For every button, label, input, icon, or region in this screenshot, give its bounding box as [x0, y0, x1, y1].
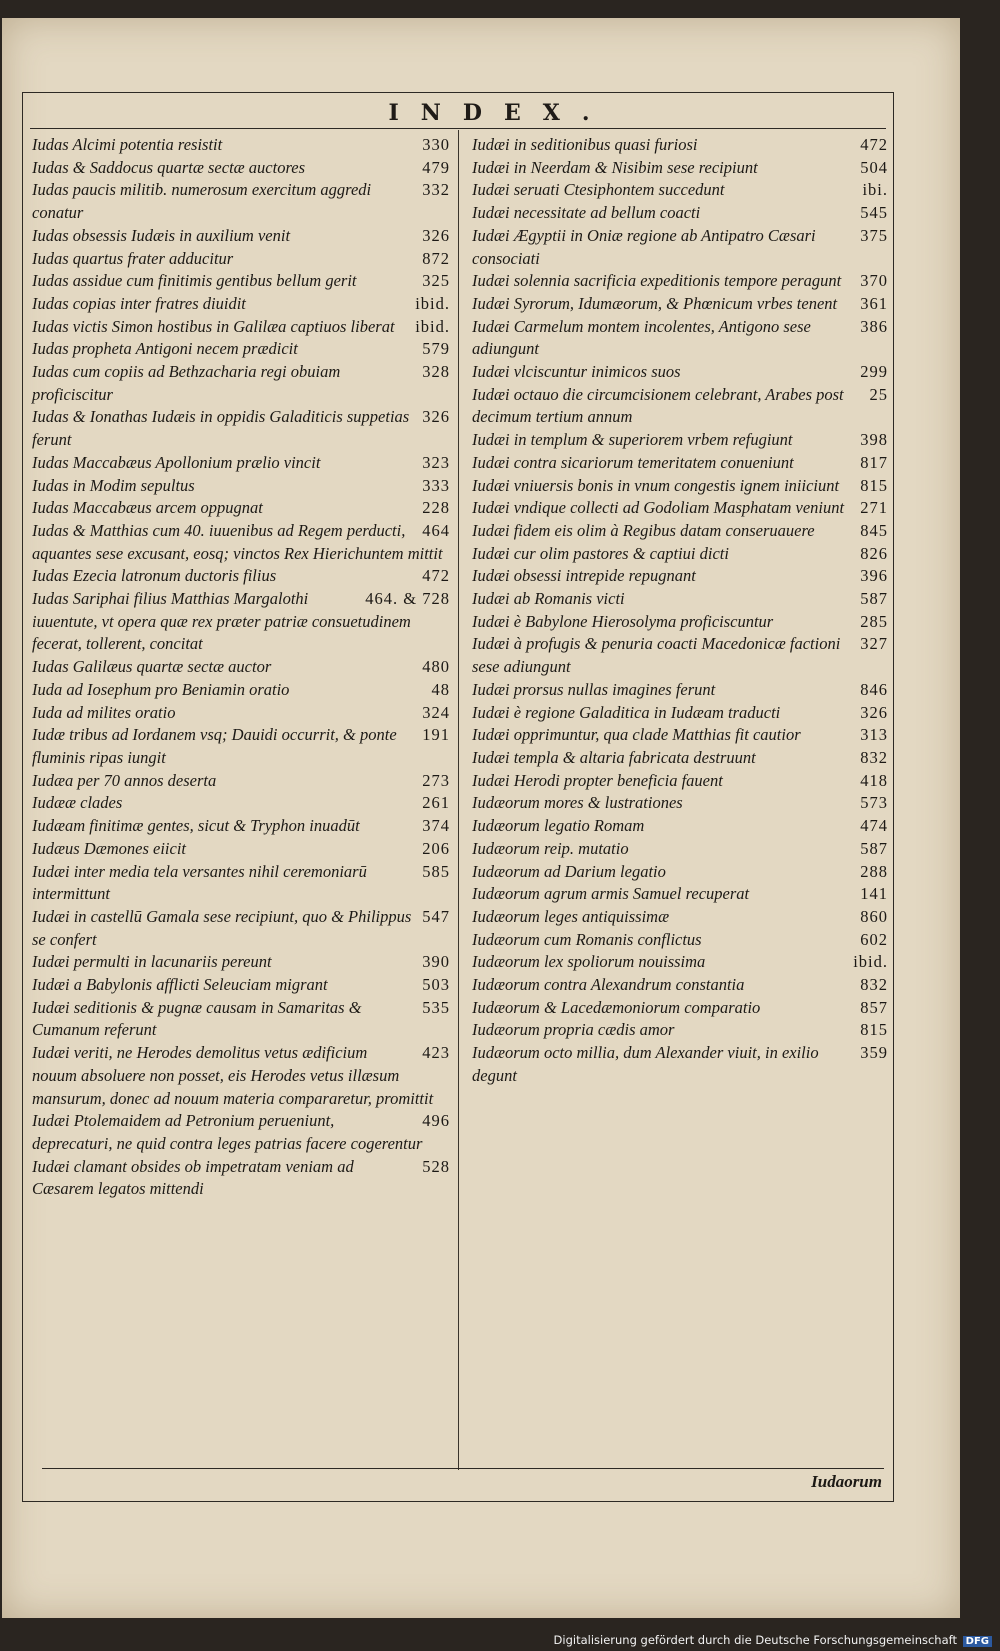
- index-entry: [472, 633, 888, 678]
- index-entry-text: Iudæi è regione Galaditica in Iudæam traducti: [472, 702, 781, 722]
- index-entry: [472, 815, 888, 838]
- index-entry-page: 860: [860, 906, 888, 926]
- index-entry: [32, 270, 450, 293]
- index-entry-page: 206: [422, 838, 450, 858]
- index-entry-text: Iudas quartus frater adducitur: [32, 248, 234, 268]
- index-entry: [472, 997, 888, 1020]
- index-entry: [32, 134, 450, 157]
- index-entry-page: 585: [422, 861, 450, 881]
- index-entry-text: Iuda ad milites oratio: [32, 702, 176, 722]
- index-entry-page: 872: [422, 248, 450, 268]
- index-entry: [32, 179, 450, 224]
- index-entry-page: 846: [860, 679, 888, 699]
- index-column-right: [472, 134, 888, 1088]
- index-entry-page: 326: [860, 702, 888, 722]
- index-entry-page: 374: [422, 816, 450, 836]
- index-entry-text: Iudæi octauo die circumcisionem celebrant, Arabes post decimum tertium annum: [472, 384, 844, 427]
- index-entry-text: Iudæorum cum Romanis conflictus: [472, 929, 702, 949]
- index-entry: [472, 724, 888, 747]
- index-entry-page: 602: [860, 929, 888, 949]
- index-entry-page: 817: [860, 452, 888, 472]
- index-entry-page: 333: [422, 475, 450, 495]
- index-entry-text: Iudæi fidem eis olim à Regibus datam conseruauere: [472, 520, 815, 540]
- index-entry-page: 496: [422, 1111, 450, 1131]
- index-entry: [32, 656, 450, 679]
- index-entry-page: 547: [422, 906, 450, 926]
- index-entry: [472, 747, 888, 770]
- index-entry-page: 313: [860, 725, 888, 745]
- index-entry: [472, 293, 888, 316]
- index-entry-page: 528: [422, 1156, 450, 1176]
- index-entry-page: 359: [860, 1043, 888, 1063]
- index-entry-page: 324: [422, 702, 450, 722]
- index-entry-text: Iudæi solennia sacrificia expeditionis tempore peragunt: [472, 271, 842, 291]
- index-entry: [32, 293, 450, 316]
- index-entry: [32, 475, 450, 498]
- index-entry: [472, 543, 888, 566]
- digitization-credit: [554, 1633, 992, 1647]
- index-entry-page: 271: [860, 498, 888, 518]
- index-entry-text: Iudas cum copiis ad Bethzacharia regi obuiam proficiscitur: [32, 362, 341, 404]
- index-entry-text: Iudæi veriti, ne Herodes demolitus vetus ædificium nouum absoluere non posset, eis Herodes vetus illæsum mansurum, donec ad nouum materia compararetur, promittit: [32, 1043, 434, 1108]
- index-entry-text: Iudæi seruati Ctesiphontem succedunt: [472, 180, 725, 200]
- index-entry: [472, 770, 888, 793]
- index-entry: [32, 792, 450, 815]
- index-entry-text: Iudas obsessis Iudæis in auxilium venit: [32, 225, 291, 245]
- index-entry-text: Iudææ clades: [32, 793, 123, 813]
- index-entry-text: Iudæi templa & altaria fabricata destruunt: [472, 747, 756, 767]
- index-entry: [32, 588, 450, 656]
- index-entry-text: Iudas assidue cum finitimis gentibus bellum gerit: [32, 271, 357, 291]
- index-entry-page: 535: [422, 997, 450, 1017]
- index-entry-text: Iudæi cur olim pastores & captiui dicti: [472, 543, 729, 563]
- index-entry-page: 261: [422, 793, 450, 813]
- index-entry: [472, 202, 888, 225]
- index-entry: [472, 1042, 888, 1087]
- index-entry-page: 579: [422, 339, 450, 359]
- index-entry-page: 396: [860, 566, 888, 586]
- index-entry: [472, 565, 888, 588]
- index-entry: [32, 316, 450, 339]
- index-entry: [32, 338, 450, 361]
- index-entry-page: 141: [860, 884, 888, 904]
- index-entry-text: Iudas in Modim sepultus: [32, 475, 195, 495]
- index-entry: [472, 588, 888, 611]
- index-entry-text: Iudas Sariphai filius Matthias Margalothi iuuentute, vt opera quæ rex præter patriæ consuetudinem fecerat, tollerent, concitat: [32, 589, 411, 654]
- index-entry-text: Iudæus Dæmones eiicit: [32, 838, 186, 858]
- index-entry: [472, 792, 888, 815]
- page-header-title: INDEX.: [388, 100, 612, 126]
- index-entry-page: 845: [860, 520, 888, 540]
- index-entry-text: Iudæorum reip. mutatio: [472, 838, 629, 858]
- column-divider: [458, 130, 459, 1470]
- index-entry: [472, 134, 888, 157]
- index-entry: [472, 929, 888, 952]
- index-entry-text: Iudas copias inter fratres diuidit: [32, 293, 246, 313]
- bottom-rule: [42, 1468, 884, 1469]
- index-entry-page: 25: [869, 384, 888, 404]
- index-entry-text: Iudæorum legatio Romam: [472, 816, 645, 836]
- index-entry: [32, 452, 450, 475]
- index-entry-text: Iudæi vlciscuntur inimicos suos: [472, 362, 681, 382]
- index-entry-text: Iudæi seditionis & pugnæ causam in Samaritas & Cumanum referunt: [32, 997, 362, 1040]
- index-entry-text: Iudas Ezecia latronum ductoris filius: [32, 566, 277, 586]
- index-column-left: [32, 134, 450, 1201]
- index-entry-text: Iudæi clamant obsides ob impetratam veniam ad Cæsarem legatos mittendi: [32, 1156, 354, 1199]
- index-entry-text: Iudas Maccabæus arcem oppugnat: [32, 498, 263, 518]
- index-entry-text: Iudæi in castellū Gamala sese recipiunt, quo & Philippus se confert: [32, 906, 412, 949]
- index-entry: [32, 679, 450, 702]
- index-entry-text: Iudæorum contra Alexandrum constantia: [472, 975, 745, 995]
- index-entry-page: ibid.: [853, 952, 888, 972]
- index-entry: [472, 883, 888, 906]
- header-rule: [30, 128, 886, 129]
- index-entry: [32, 951, 450, 974]
- index-entry-text: Iudas Maccabæus Apollonium prælio vincit: [32, 452, 321, 472]
- index-entry-text: Iudæi contra sicariorum temeritatem conueniunt: [472, 452, 794, 472]
- index-entry-text: Iudæi Herodi propter beneficia fauent: [472, 770, 723, 790]
- index-entry: [32, 497, 450, 520]
- index-entry-page: 857: [860, 997, 888, 1017]
- index-entry: [32, 361, 450, 406]
- index-entry: [472, 270, 888, 293]
- index-entry-page: 464. & 728: [365, 589, 450, 609]
- index-entry-text: Iudæorum ad Darium legatio: [472, 861, 666, 881]
- index-entry-text: Iudæorum & Lacedæmoniorum comparatio: [472, 997, 761, 1017]
- index-entry-text: Iudæi in templum & superiorem vrbem refugiunt: [472, 430, 793, 450]
- index-entry-page: 472: [422, 566, 450, 586]
- index-entry-page: 330: [422, 135, 450, 154]
- index-entry-page: 288: [860, 861, 888, 881]
- index-entry-page: 228: [422, 498, 450, 518]
- index-entry-page: 587: [860, 589, 888, 609]
- index-entry-page: 332: [422, 180, 450, 200]
- index-entry-text: Iudæi in Neerdam & Nisibim sese recipiunt: [472, 157, 758, 177]
- index-entry-page: 423: [422, 1043, 450, 1063]
- index-entry-text: Iudæi vndique collecti ad Godoliam Masphatam veniunt: [472, 498, 845, 518]
- index-entry-text: Iudæ tribus ad Iordanem vsq; Dauidi occurrit, & ponte fluminis ripas iungit: [32, 725, 397, 767]
- index-entry: [472, 316, 888, 361]
- index-entry-page: 472: [860, 135, 888, 154]
- credit-text: Digitalisierung gefördert durch die Deutsche Forschungsgemeinschaft: [553, 1633, 957, 1647]
- index-entry-text: Iudæi ab Romanis victi: [472, 589, 625, 609]
- index-entry-text: Iudæi Ægyptii in Oniæ regione ab Antipatro Cæsari consociati: [472, 225, 816, 268]
- index-entry-text: Iudæa per 70 annos deserta: [32, 770, 217, 790]
- index-entry-page: 191: [422, 725, 450, 745]
- index-entry-text: Iudæorum leges antiquissimæ: [472, 906, 670, 926]
- index-entry-text: Iudæi Carmelum montem incolentes, Antigono sese adiungunt: [472, 316, 811, 359]
- index-entry: [32, 565, 450, 588]
- index-entry-page: 545: [860, 203, 888, 223]
- index-entry-page: 327: [860, 634, 888, 654]
- index-entry: [472, 906, 888, 929]
- index-entry-page: 815: [860, 1020, 888, 1040]
- index-entry: [32, 1156, 450, 1201]
- index-entry: [32, 406, 450, 451]
- index-entry-text: Iudas victis Simon hostibus in Galilæa captiuos liberat: [32, 316, 395, 336]
- index-entry: [472, 679, 888, 702]
- index-entry-text: Iudæi in seditionibus quasi furiosi: [472, 135, 698, 154]
- index-entry-text: Iudæi inter media tela versantes nihil ceremoniarū intermittunt: [32, 861, 367, 904]
- index-entry: [472, 361, 888, 384]
- index-entry: [472, 520, 888, 543]
- index-entry-page: ibi.: [862, 180, 888, 200]
- index-entry-page: 48: [431, 679, 450, 699]
- index-entry-text: Iuda ad Iosephum pro Beniamin oratio: [32, 679, 290, 699]
- index-entry: [32, 906, 450, 951]
- index-entry-text: Iudæi à profugis & penuria coacti Macedonicæ factioni sese adiungunt: [472, 634, 841, 677]
- index-entry-text: Iudæorum octo millia, dum Alexander viuit, in exilio degunt: [472, 1043, 819, 1085]
- index-entry: [472, 475, 888, 498]
- index-entry-page: 328: [422, 362, 450, 382]
- index-entry: [32, 248, 450, 271]
- index-entry-text: Iudæorum mores & lustrationes: [472, 793, 683, 813]
- index-entry-page: 390: [422, 952, 450, 972]
- index-entry-page: ibid.: [415, 293, 450, 313]
- index-entry-text: Iudas propheta Antigoni necem prædicit: [32, 339, 298, 359]
- index-entry-page: 503: [422, 975, 450, 995]
- index-entry-text: Iudæi necessitate ad bellum coacti: [472, 203, 701, 223]
- index-entry-page: 474: [860, 816, 888, 836]
- index-entry: [472, 861, 888, 884]
- index-entry: [32, 770, 450, 793]
- index-entry-page: 832: [860, 975, 888, 995]
- dfg-logo: DFG: [963, 1636, 992, 1647]
- index-entry-page: 361: [860, 293, 888, 313]
- index-entry-text: Iudæi permulti in lacunariis pereunt: [32, 952, 272, 972]
- index-entry: [472, 452, 888, 475]
- index-entry-text: Iudas & Ionathas Iudæis in oppidis Galaditicis suppetias ferunt: [32, 407, 410, 450]
- index-entry-page: 504: [860, 157, 888, 177]
- index-entry-page: 826: [860, 543, 888, 563]
- index-entry: [472, 429, 888, 452]
- index-entry-text: Iudæorum lex spoliorum nouissima: [472, 952, 706, 972]
- index-entry-text: Iudæorum propria cædis amor: [472, 1020, 675, 1040]
- index-entry-text: Iudas Galilæus quartæ sectæ auctor: [32, 657, 272, 677]
- index-entry: [32, 861, 450, 906]
- index-entry-text: Iudæi prorsus nullas imagines ferunt: [472, 679, 716, 699]
- index-entry: [32, 1110, 450, 1155]
- index-entry-text: Iudæi Ptolemaidem ad Petronium perueniunt, deprecaturi, ne quid contra leges patrias facere cogerentur: [32, 1111, 423, 1153]
- index-entry-page: 299: [860, 362, 888, 382]
- index-entry-text: Iudas & Matthias cum 40. iuuenibus ad Regem perducti, aquantes sese excusant, eosq; vinctos Rex Hierichuntem mittit: [32, 520, 443, 563]
- index-entry: [472, 157, 888, 180]
- index-entry-page: 375: [860, 225, 888, 245]
- index-entry-page: 418: [860, 770, 888, 790]
- index-entry: [32, 1042, 450, 1110]
- index-entry: [472, 179, 888, 202]
- index-entry-page: 323: [422, 452, 450, 472]
- index-entry: [472, 384, 888, 429]
- index-entry-page: 325: [422, 271, 450, 291]
- index-entry-page: 464: [422, 520, 450, 540]
- index-entry-page: 573: [860, 793, 888, 813]
- index-entry: [32, 157, 450, 180]
- index-entry-text: Iudæam finitimæ gentes, sicut & Tryphon inuadūt: [32, 816, 360, 836]
- index-entry-page: 587: [860, 838, 888, 858]
- index-entry: [472, 974, 888, 997]
- index-entry: [32, 838, 450, 861]
- index-entry-page: 815: [860, 475, 888, 495]
- index-entry-text: Iudæi obsessi intrepide repugnant: [472, 566, 696, 586]
- index-entry-text: Iudas Alcimi potentia resistit: [32, 135, 223, 154]
- index-entry-page: 326: [422, 407, 450, 427]
- index-entry-text: Iudas paucis militib. numerosum exercitum aggredi conatur: [32, 180, 372, 223]
- index-entry: [472, 951, 888, 974]
- index-entry-page: 832: [860, 747, 888, 767]
- index-entry-page: 285: [860, 611, 888, 631]
- index-entry-page: 479: [422, 157, 450, 177]
- index-entry: [472, 497, 888, 520]
- index-entry-text: Iudæi a Babylonis afflicti Seleuciam migrant: [32, 975, 328, 995]
- index-entry: [32, 724, 450, 769]
- index-entry: [472, 225, 888, 270]
- index-entry-text: Iudæi vniuersis bonis in vnum congestis ignem iniiciunt: [472, 475, 840, 495]
- index-entry-page: 273: [422, 770, 450, 790]
- index-entry-page: ibid.: [415, 316, 450, 336]
- index-entry-text: Iudæorum agrum armis Samuel recuperat: [472, 884, 750, 904]
- index-entry-text: Iudæi è Babylone Hierosolyma proficiscuntur: [472, 611, 774, 631]
- index-entry: [472, 611, 888, 634]
- index-entry-page: 386: [860, 316, 888, 336]
- index-entry: [472, 702, 888, 725]
- index-entry-page: 398: [860, 430, 888, 450]
- index-entry-text: Iudæi Syrorum, Idumæorum, & Phœnicum vrbes tenent: [472, 293, 838, 313]
- index-entry: [32, 520, 450, 565]
- index-entry: [32, 815, 450, 838]
- catchword: Iudaorum: [811, 1472, 882, 1491]
- index-entry: [32, 225, 450, 248]
- index-entry: [472, 1019, 888, 1042]
- index-entry-text: Iudæi opprimuntur, qua clade Matthias fit cautior: [472, 725, 801, 745]
- index-entry: [32, 702, 450, 725]
- index-entry-page: 480: [422, 657, 450, 677]
- index-entry: [32, 997, 450, 1042]
- index-entry-page: 370: [860, 271, 888, 291]
- index-entry-page: 326: [422, 225, 450, 245]
- index-entry: [32, 974, 450, 997]
- index-entry: [472, 838, 888, 861]
- index-entry-text: Iudas & Saddocus quartæ sectæ auctores: [32, 157, 305, 177]
